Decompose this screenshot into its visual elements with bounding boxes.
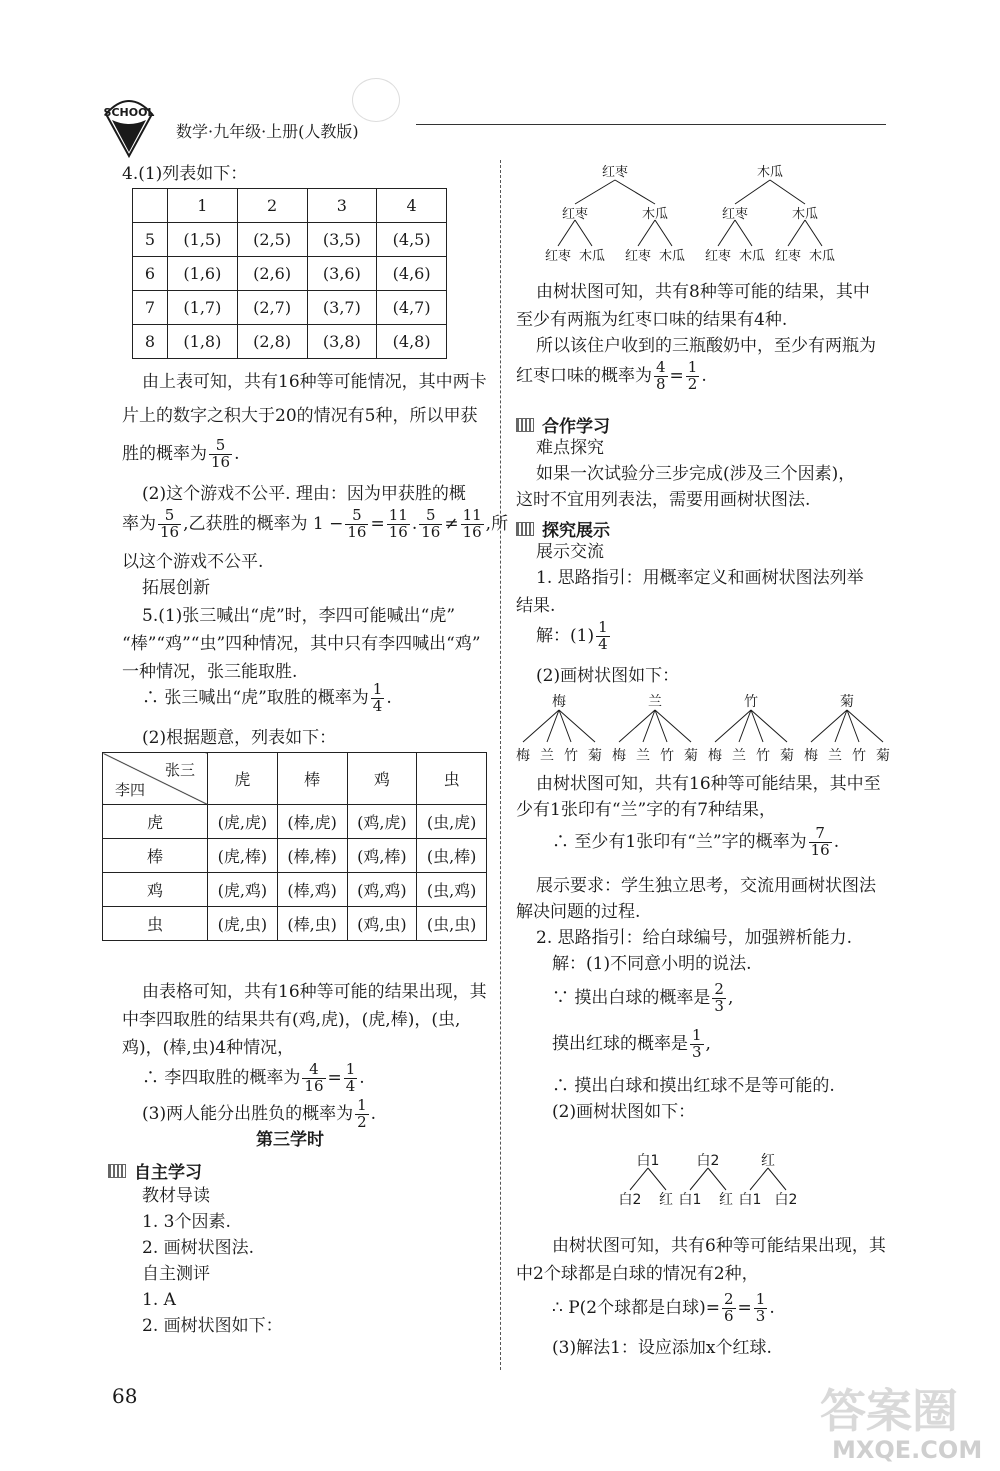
table-cell: (鸡,虎) bbox=[347, 805, 417, 839]
para-text: ∵ 摸出白球的概率是 $\frac{2}{3}$ , bbox=[552, 980, 734, 1015]
para-text: (3)两人能分出胜负的概率为 $\frac{1}{2}$ . bbox=[142, 1096, 377, 1131]
fraction: $\frac{4}{16}$ bbox=[304, 1060, 324, 1095]
col-header: 鸡 bbox=[347, 753, 417, 805]
row-header: 虎 bbox=[103, 805, 208, 839]
para-text: 红枣口味的概率为 $\frac{4}{8}$ = $\frac{1}{2}$ . bbox=[516, 358, 707, 393]
row-header: 棒 bbox=[103, 839, 208, 873]
table-cell: (虫,虫) bbox=[417, 907, 487, 941]
tree-node: 菊 bbox=[840, 694, 854, 710]
lesson-title: 第三学时 bbox=[256, 1130, 324, 1150]
para-text: 由表格可知，共有16种等可能的结果出现，其 bbox=[142, 982, 487, 1002]
para-text: ∴ 摸出白球和摸出红球不是等可能的. bbox=[552, 1076, 835, 1096]
table-cell: (虫,鸡) bbox=[417, 873, 487, 907]
fraction: $\frac{1}{4}$ bbox=[372, 680, 383, 715]
table-cell: (2,5) bbox=[237, 223, 307, 257]
fraction: $\frac{2}{3}$ bbox=[714, 980, 724, 1015]
tree-node: 木瓜 bbox=[738, 249, 766, 264]
table-cell: (虎,虫) bbox=[208, 907, 278, 941]
para-text: 这时不宜用列表法，需要用画树状图法. bbox=[516, 490, 811, 510]
para-text: 1. 思路指引：用概率定义和画树状图法列举 bbox=[536, 568, 864, 588]
section-self-study: 自主学习 bbox=[108, 1158, 202, 1183]
tree-node: 兰 bbox=[636, 748, 650, 764]
fraction: $\frac{4}{8}$ bbox=[656, 358, 666, 393]
para-text: 解决问题的过程. bbox=[516, 902, 641, 922]
tree-node: 红枣 bbox=[544, 249, 572, 264]
para-text: ∴ P(2个球都是白球)= $\frac{2}{6}$ = $\frac{1}{3}$ . bbox=[552, 1290, 775, 1325]
para-text: (2)这个游戏不公平. 理由：因为甲获胜的概 bbox=[142, 484, 466, 504]
row-header: 6 bbox=[133, 257, 168, 291]
table-cell: (鸡,棒) bbox=[347, 839, 417, 873]
tree-node: 红 bbox=[761, 1153, 775, 1169]
tree-node: 菊 bbox=[876, 748, 890, 764]
tree-node: 木瓜 bbox=[578, 249, 606, 264]
section-coop: 合作学习 bbox=[516, 412, 610, 437]
table-cell: (4,7) bbox=[377, 291, 447, 325]
tree-node: 白2 bbox=[774, 1192, 798, 1208]
tree-node: 菊 bbox=[588, 748, 602, 764]
para-text: 摸出红球的概率是 $\frac{1}{3}$ , bbox=[552, 1026, 711, 1061]
tree-node: 红枣 bbox=[624, 249, 652, 264]
tree-node: 梅 bbox=[804, 748, 818, 764]
tree-node: 梅 bbox=[552, 694, 566, 710]
table-row bbox=[133, 291, 447, 325]
col-header: 棒 bbox=[277, 753, 347, 805]
subsection-title: 拓展创新 bbox=[142, 578, 210, 598]
table-cell: (3,6) bbox=[307, 257, 377, 291]
para-text: 1. A bbox=[142, 1290, 176, 1310]
para-text: 一种情况，张三能取胜. bbox=[122, 662, 298, 682]
para-text: 如果一次试验分三步完成(涉及三个因素)， bbox=[536, 464, 856, 484]
fraction: $\frac{1}{4}$ bbox=[598, 618, 608, 653]
tree-node: 竹 bbox=[756, 748, 770, 764]
fraction: $\frac{5}{16}$ bbox=[421, 506, 441, 541]
para-text: 结果. bbox=[516, 596, 556, 616]
table-cell: (2,6) bbox=[237, 257, 307, 291]
table-cell: (4,6) bbox=[377, 257, 447, 291]
tree-node: 竹 bbox=[564, 748, 578, 764]
para-text: 胜的概率为 $\frac{5}{16}$ . bbox=[122, 436, 240, 471]
table-cell: (棒,虫) bbox=[277, 907, 347, 941]
table-cell: (棒,棒) bbox=[277, 839, 347, 873]
table-cell: (3,7) bbox=[307, 291, 377, 325]
tree-node: 红 bbox=[659, 1192, 673, 1208]
fraction: $\frac{11}{16}$ bbox=[462, 506, 482, 541]
table-row bbox=[103, 907, 487, 941]
table-row bbox=[133, 325, 447, 359]
table-cell: (1,5) bbox=[168, 223, 238, 257]
table-cell: (3,5) bbox=[307, 223, 377, 257]
fraction: $\frac{1}{3}$ bbox=[755, 1290, 766, 1325]
table-cell: (4,5) bbox=[377, 223, 447, 257]
para-text: 解：(1)不同意小明的说法. bbox=[552, 954, 752, 974]
tree-node: 白2 bbox=[618, 1192, 642, 1208]
row-header: 7 bbox=[133, 291, 168, 325]
tree-node: 木瓜 bbox=[641, 207, 669, 222]
subsection-title: 展示交流 bbox=[536, 542, 604, 562]
fraction: $\frac{5}{16}$ bbox=[347, 506, 367, 541]
tree-node: 白1 bbox=[636, 1153, 660, 1169]
row-header: 虫 bbox=[103, 907, 208, 941]
tree-node: 竹 bbox=[852, 748, 866, 764]
book-title: 数学·九年级·上册(人教版) bbox=[176, 122, 359, 141]
tree-node: 木瓜 bbox=[808, 249, 836, 264]
table-cell: (虫,虎) bbox=[417, 805, 487, 839]
watermark-stamp: 答案圈 bbox=[820, 1384, 958, 1438]
tree-diagram-yogurt bbox=[520, 160, 860, 270]
tree-node: 白1 bbox=[678, 1192, 702, 1208]
fraction: $\frac{7}{16}$ bbox=[810, 824, 830, 859]
col-header: 1 bbox=[168, 189, 238, 223]
tree-node: 梅 bbox=[708, 748, 722, 764]
subsection-title: 自主测评 bbox=[142, 1264, 210, 1284]
table-row bbox=[133, 223, 447, 257]
fraction: $\frac{5}{16}$ bbox=[160, 506, 180, 541]
tree-node: 兰 bbox=[828, 748, 842, 764]
school-logo bbox=[98, 92, 160, 160]
para-text: 鸡)，(棒,虫)4种情况， bbox=[122, 1038, 295, 1058]
tree-diagram-balls bbox=[612, 1152, 802, 1210]
section-explore: 探究展示 bbox=[516, 516, 610, 541]
table-cell: (1,8) bbox=[168, 325, 238, 359]
tree-node: 兰 bbox=[648, 694, 662, 710]
table-cell: (3,8) bbox=[307, 325, 377, 359]
table-cell: (鸡,鸡) bbox=[347, 873, 417, 907]
col-header: 虫 bbox=[417, 753, 487, 805]
fraction: $\frac{1}{2}$ bbox=[687, 358, 698, 393]
table-cell: (1,7) bbox=[168, 291, 238, 325]
table-cell: (棒,虎) bbox=[277, 805, 347, 839]
tree-node: 竹 bbox=[660, 748, 674, 764]
fraction: $\frac{1}{2}$ bbox=[357, 1096, 367, 1131]
table-cell: (4,8) bbox=[377, 325, 447, 359]
para-text: 中2个球都是白球的情况有2种， bbox=[516, 1264, 759, 1284]
table-game bbox=[102, 752, 487, 941]
para-text: 解：(1) $\frac{1}{4}$ bbox=[536, 618, 608, 653]
tree-node: 红枣 bbox=[561, 207, 589, 222]
table-cell: (2,8) bbox=[237, 325, 307, 359]
page-number: 68 bbox=[112, 1384, 138, 1408]
para-text: 2. 画树状图法. bbox=[142, 1238, 255, 1258]
table-row bbox=[103, 839, 487, 873]
tree-node: 菊 bbox=[684, 748, 698, 764]
col-header: 2 bbox=[237, 189, 307, 223]
table-cell: (棒,鸡) bbox=[277, 873, 347, 907]
para-text: ∴ 至少有1张印有“兰”字的概率为 $\frac{7}{16}$ . bbox=[552, 824, 840, 859]
table-corner: 张三 李四 bbox=[103, 753, 208, 805]
page-header bbox=[0, 0, 1000, 160]
para-text: 展示要求：学生独立思考，交流用画树状图法 bbox=[536, 876, 876, 896]
table-row bbox=[103, 873, 487, 907]
para-text: (2)画树状图如下： bbox=[552, 1102, 696, 1122]
para-text: 片上的数字之积大于20的情况有5种，所以甲获 bbox=[122, 406, 478, 426]
row-header: 8 bbox=[133, 325, 168, 359]
table-corner bbox=[133, 189, 168, 223]
para-text: 以这个游戏不公平. bbox=[122, 552, 264, 572]
tree-node: 菊 bbox=[780, 748, 794, 764]
tree-node: 红枣 bbox=[774, 249, 802, 264]
tree-node: 红 bbox=[719, 1192, 733, 1208]
tree-node: 木瓜 bbox=[658, 249, 686, 264]
para-text: 由树状图可知，共有8种等可能的结果，其中 bbox=[536, 282, 870, 302]
col-header: 虎 bbox=[208, 753, 278, 805]
tree-node: 木瓜 bbox=[756, 165, 784, 180]
subsection-title: 教材导读 bbox=[142, 1186, 210, 1206]
para-text: 至少有两瓶为红枣口味的结果有4种. bbox=[516, 310, 788, 330]
table-cell: (2,7) bbox=[237, 291, 307, 325]
para-text: 所以该住户收到的三瓶酸奶中，至少有两瓶为 bbox=[536, 336, 876, 356]
para-text: 由上表可知，共有16种等可能情况，其中两卡 bbox=[142, 372, 487, 392]
fraction: $\frac{2}{6}$ bbox=[723, 1290, 734, 1325]
col-header: 4 bbox=[377, 189, 447, 223]
q4-intro: 4.(1)列表如下： bbox=[122, 164, 248, 184]
table-cell: (1,6) bbox=[168, 257, 238, 291]
tree-node: 竹 bbox=[744, 694, 758, 710]
fraction: $\frac{5}{16}$ bbox=[211, 436, 231, 471]
tree-node: 兰 bbox=[540, 748, 554, 764]
table-cards bbox=[132, 188, 447, 359]
tree-node: 梅 bbox=[612, 748, 626, 764]
para-text: (2)根据题意，列表如下： bbox=[142, 728, 337, 748]
tree-node: 红枣 bbox=[721, 207, 749, 222]
para-text: (2)画树状图如下： bbox=[536, 666, 680, 686]
para-text: 率为 $\frac{5}{16}$ ,乙获胜的概率为 1 − $\frac{5}{16}$ = $\frac{11}{16}$ . $\frac{5}{16}$ ≠ $\frac{11}{16}$ ,所 bbox=[122, 506, 509, 541]
tree-node: 红枣 bbox=[601, 165, 629, 180]
para-text: 少有1张印有“兰”字的有7种结果， bbox=[516, 800, 777, 820]
tree-node: 红枣 bbox=[704, 249, 732, 264]
table-cell: (虎,鸡) bbox=[208, 873, 278, 907]
para-text: 由树状图可知，共有6种等可能结果出现，其 bbox=[552, 1236, 886, 1256]
para-text: “棒”“鸡”“虫”四种情况，其中只有李四喊出“鸡” bbox=[122, 634, 481, 654]
tree-diagram-cards bbox=[512, 694, 892, 768]
table-cell: (虫,棒) bbox=[417, 839, 487, 873]
para-text: ∴ 李四取胜的概率为 $\frac{4}{16}$ = $\frac{1}{4}$ . bbox=[142, 1060, 365, 1095]
table-row bbox=[133, 189, 447, 223]
col-header: 3 bbox=[307, 189, 377, 223]
table-cell: (虎,虎) bbox=[208, 805, 278, 839]
table-row bbox=[133, 257, 447, 291]
header-rule bbox=[416, 124, 886, 125]
row-header: 5 bbox=[133, 223, 168, 257]
watermark-url: MXQE.COM bbox=[832, 1436, 983, 1464]
para-text: 由树状图可知，共有16种等可能结果，其中至 bbox=[536, 774, 881, 794]
column-divider bbox=[500, 160, 501, 1370]
para-text: 中李四取胜的结果共有(鸡,虎)，(虎,棒)，(虫, bbox=[122, 1010, 461, 1030]
logo-text: SCHOOL bbox=[103, 106, 155, 119]
tree-node: 木瓜 bbox=[791, 207, 819, 222]
section-icon bbox=[108, 1164, 126, 1178]
fraction: $\frac{11}{16}$ bbox=[388, 506, 408, 541]
table-cell: (鸡,虫) bbox=[347, 907, 417, 941]
fraction: $\frac{1}{4}$ bbox=[345, 1060, 356, 1095]
tree-node: 白1 bbox=[738, 1192, 762, 1208]
tree-node: 梅 bbox=[516, 748, 530, 764]
table-cell: (虎,棒) bbox=[208, 839, 278, 873]
subsection-title: 难点探究 bbox=[536, 438, 604, 458]
tree-node: 白2 bbox=[696, 1153, 720, 1169]
para-text: 2. 思路指引：给白球编号，加强辨析能力. bbox=[536, 928, 853, 948]
table-row bbox=[103, 805, 487, 839]
para-text: 5.(1)张三喊出“虎”时，李四可能喊出“虎” bbox=[142, 606, 456, 626]
tree-node: 兰 bbox=[732, 748, 746, 764]
para-text: ∴ 张三喊出“虎”取胜的概率为 $\frac{1}{4}$ . bbox=[142, 680, 392, 715]
fraction: $\frac{1}{3}$ bbox=[692, 1026, 702, 1061]
table-row bbox=[103, 753, 487, 805]
row-header: 鸡 bbox=[103, 873, 208, 907]
stamp-mark bbox=[352, 78, 400, 122]
para-text: (3)解法1：设应添加x个红球. bbox=[552, 1338, 772, 1358]
section-icon bbox=[516, 522, 534, 536]
para-text: 1. 3个因素. bbox=[142, 1212, 231, 1232]
para-text: 2. 画树状图如下： bbox=[142, 1316, 283, 1336]
section-icon bbox=[516, 418, 534, 432]
